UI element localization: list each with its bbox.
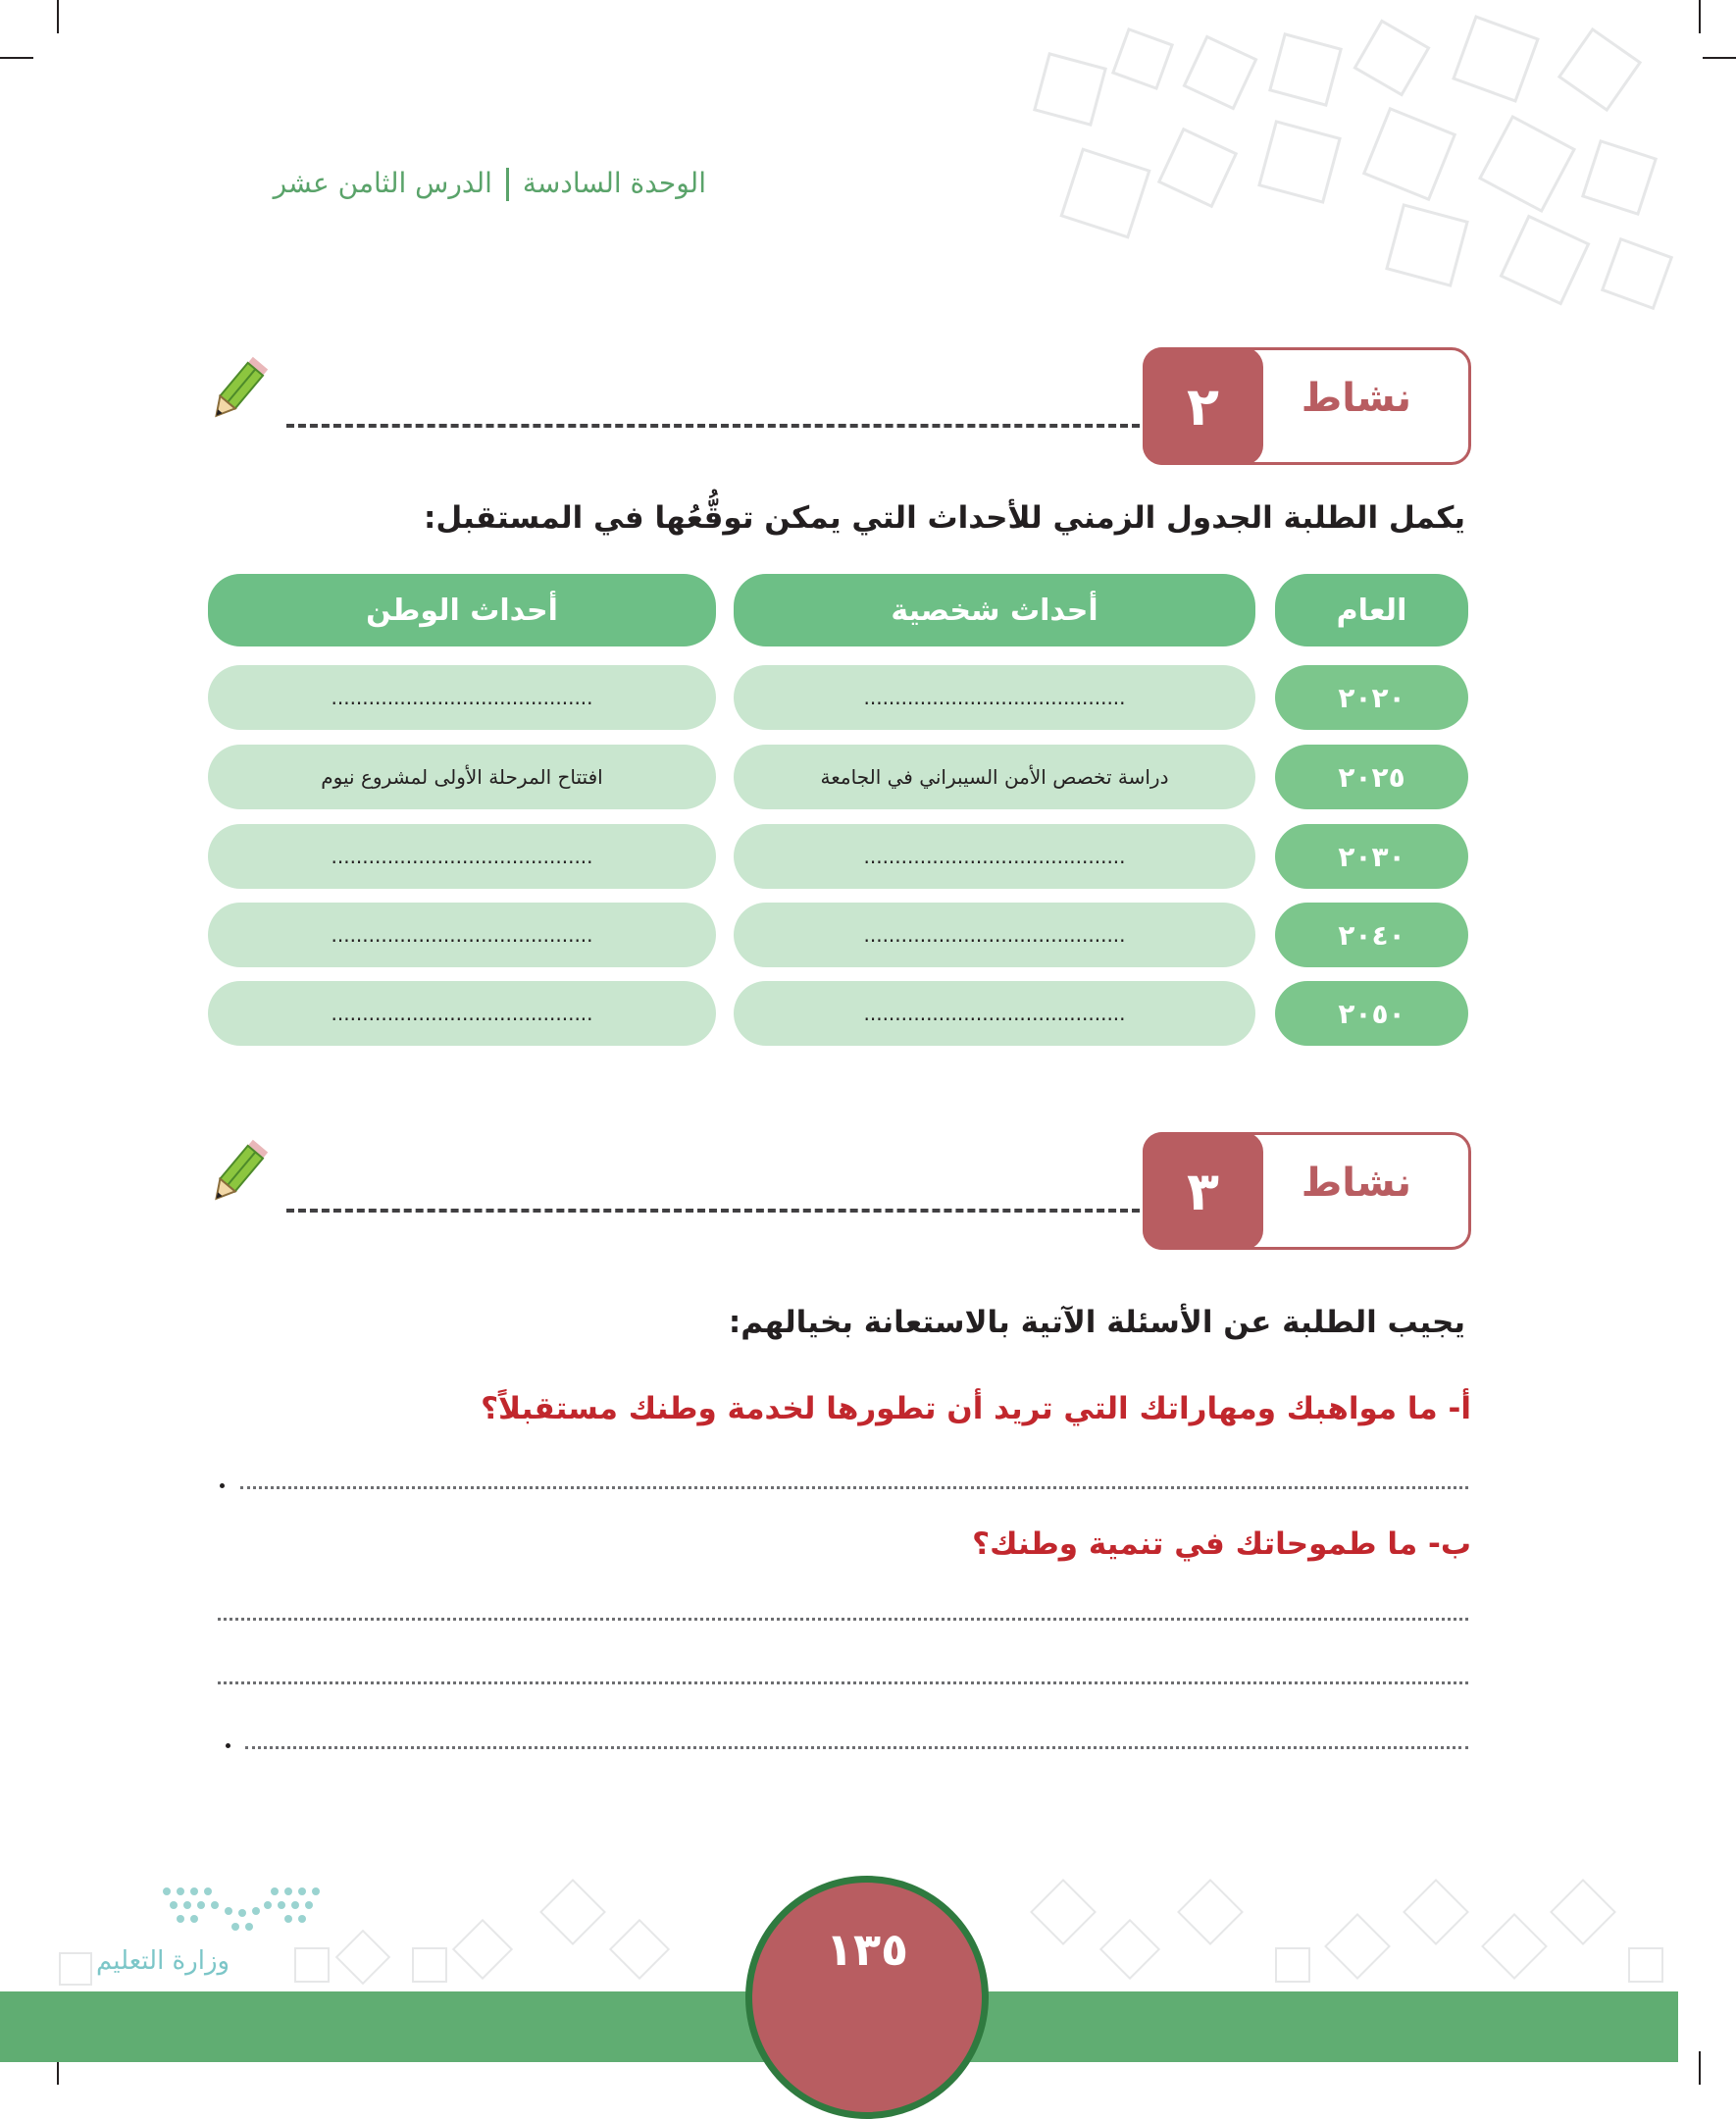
table-national-cell[interactable]: .......................................... bbox=[208, 665, 716, 730]
question-b: ب- ما طموحاتك في تنمية وطنك؟ bbox=[972, 1526, 1471, 1562]
table-year-cell: ٢٠٣٠ bbox=[1275, 824, 1468, 889]
activity-3-label: نشاط bbox=[1301, 1161, 1411, 1206]
activity-3-title-box bbox=[1143, 1132, 1471, 1250]
activity-2-label: نشاط bbox=[1301, 376, 1411, 421]
answer-line[interactable] bbox=[240, 1486, 1468, 1489]
table-year-cell: ٢٠٤٠ bbox=[1275, 903, 1468, 967]
table-header-year: العام bbox=[1275, 574, 1468, 646]
ministry-logo-icon bbox=[147, 1882, 324, 1942]
unit-title: الوحدة السادسة bbox=[522, 167, 706, 199]
crop-mark bbox=[0, 57, 33, 59]
table-personal-cell: دراسة تخصص الأمن السيبراني في الجامعة bbox=[734, 745, 1255, 809]
page-number: ١٣٥ bbox=[825, 1923, 909, 1976]
question-a: أ- ما مواهبك ومهاراتك التي تريد أن تطورها لخدمة وطنك مستقبلاً؟ bbox=[481, 1391, 1471, 1426]
ministry-logo-text: وزارة التعليم bbox=[96, 1946, 230, 1976]
crop-mark bbox=[1703, 57, 1736, 59]
table-header-national-events: أحداث الوطن bbox=[208, 574, 716, 646]
table-year-cell: ٢٠٢٥ bbox=[1275, 745, 1468, 809]
activity-2-number: ٢ bbox=[1143, 347, 1263, 465]
page-number-badge bbox=[745, 1876, 989, 2119]
table-personal-cell[interactable]: .......................................... bbox=[734, 824, 1255, 889]
answer-end-dot bbox=[220, 1483, 225, 1488]
activity-3-instruction: يجيب الطلبة عن الأسئلة الآتية بالاستعانة بخيالهم: bbox=[728, 1305, 1465, 1340]
table-national-cell[interactable]: .......................................... bbox=[208, 824, 716, 889]
crop-mark bbox=[1699, 0, 1701, 33]
table-personal-cell[interactable]: .......................................... bbox=[734, 903, 1255, 967]
table-year-cell: ٢٠٥٠ bbox=[1275, 981, 1468, 1046]
answer-line[interactable] bbox=[245, 1746, 1468, 1749]
table-national-cell[interactable]: .......................................... bbox=[208, 981, 716, 1046]
lesson-title: الدرس الثامن عشر bbox=[273, 167, 492, 199]
activity-2-instruction: يكمل الطلبة الجدول الزمني للأحداث التي يمكن توقُّعُها في المستقبل: bbox=[423, 500, 1465, 536]
header-separator bbox=[506, 168, 509, 201]
answer-line[interactable] bbox=[218, 1681, 1468, 1684]
crop-mark bbox=[1699, 2051, 1701, 2085]
pencil-icon bbox=[204, 1136, 273, 1210]
table-header-personal-events: أحداث شخصية bbox=[734, 574, 1255, 646]
activity-3-number: ٣ bbox=[1143, 1132, 1263, 1250]
unit-lesson-header bbox=[226, 167, 706, 216]
answer-end-dot bbox=[226, 1743, 230, 1748]
table-personal-cell[interactable]: .......................................... bbox=[734, 981, 1255, 1046]
answer-line[interactable] bbox=[218, 1618, 1468, 1621]
table-national-cell: افتتاح المرحلة الأولى لمشروع نيوم bbox=[208, 745, 716, 809]
table-personal-cell[interactable]: .......................................... bbox=[734, 665, 1255, 730]
activity-3-dashed-line bbox=[286, 1209, 1140, 1213]
crop-mark bbox=[57, 0, 59, 33]
table-national-cell[interactable]: .......................................... bbox=[208, 903, 716, 967]
table-year-cell: ٢٠٢٠ bbox=[1275, 665, 1468, 730]
activity-2-dashed-line bbox=[286, 424, 1140, 428]
activity-2-title-box bbox=[1143, 347, 1471, 465]
pencil-icon bbox=[204, 353, 273, 427]
